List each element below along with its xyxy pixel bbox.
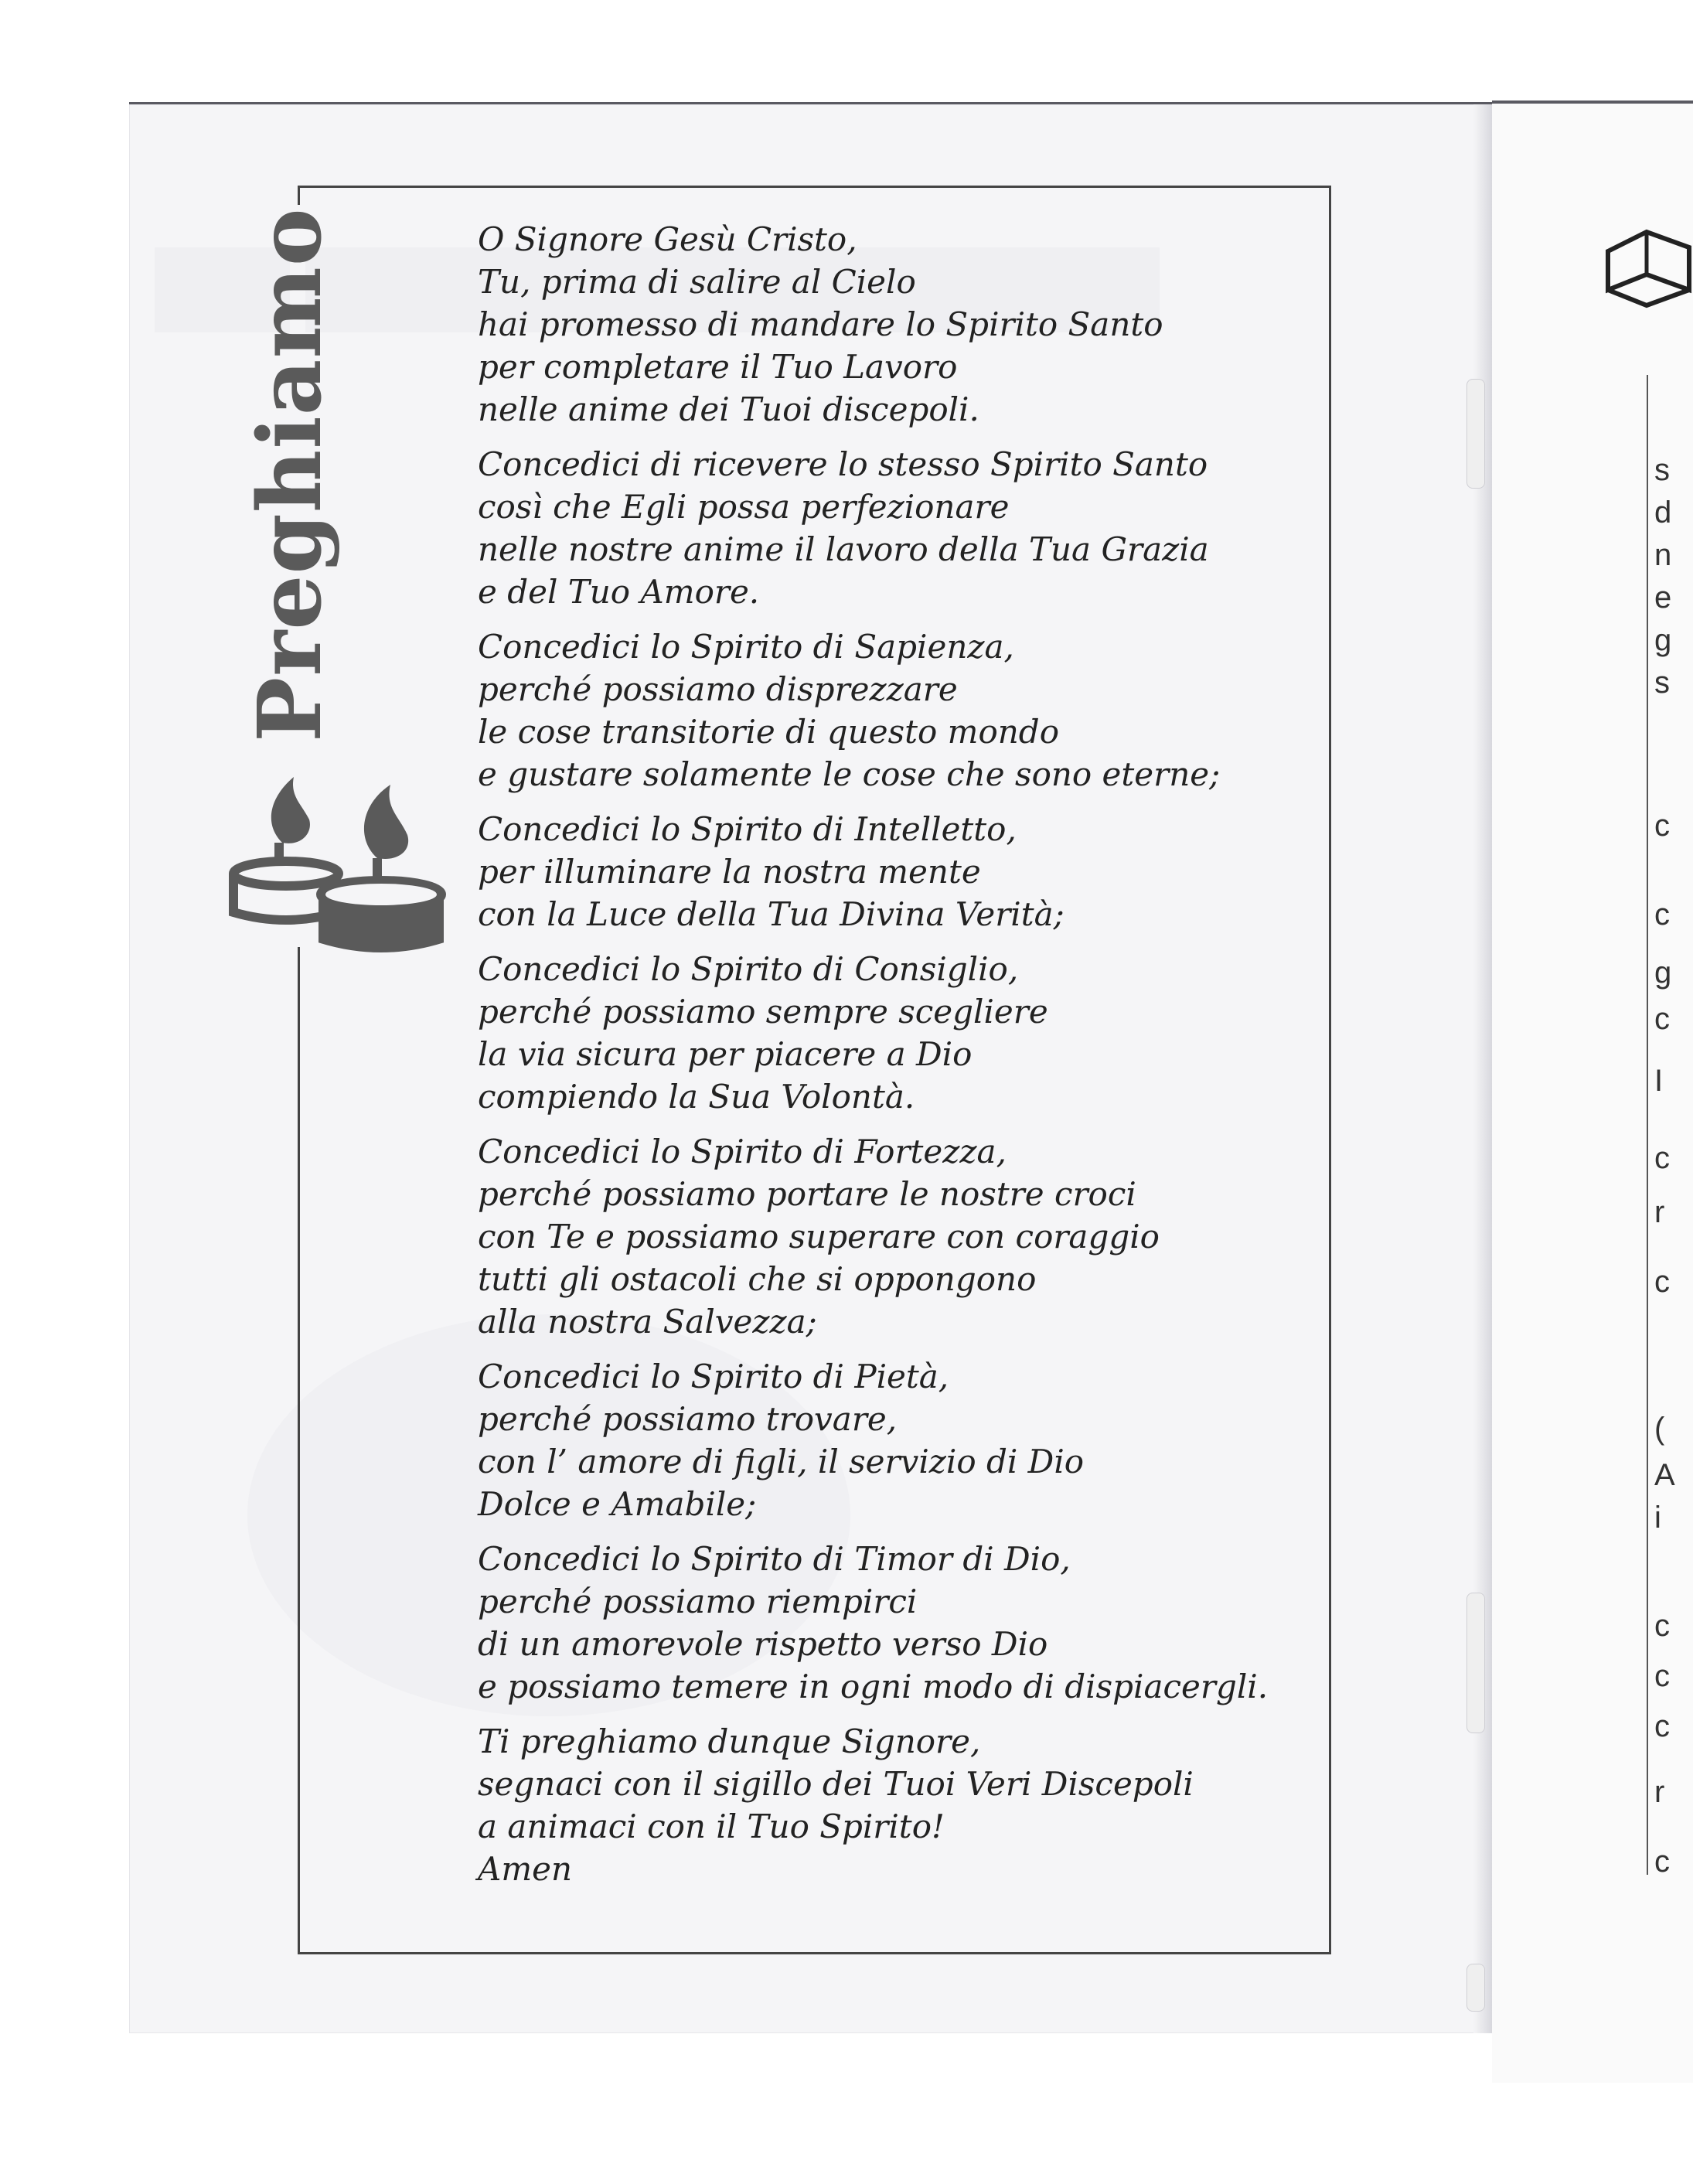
right-page-text-fragment: c: [1654, 1659, 1670, 1693]
prayer-stanza: [478, 625, 1320, 796]
prayer-line: e del Tuo Amore.: [478, 573, 760, 611]
prayer-line: perché possiamo trovare,: [478, 1400, 898, 1438]
prayer-line: Concedici lo Spirito di Sapienza,: [478, 628, 1014, 666]
prayer-line: di un amorevole rispetto verso Dio: [478, 1625, 1048, 1663]
prayer-stanza: [478, 1130, 1320, 1343]
prayer-line: e possiamo temere in ogni modo di dispiacergli.: [478, 1668, 1269, 1705]
right-page-text-fragment: d: [1654, 496, 1672, 530]
prayer-line: le cose transitorie di questo mondo: [478, 713, 1059, 751]
prayer-text: [478, 218, 1320, 1903]
right-page-text-fragment: n: [1654, 538, 1672, 572]
staple: [1466, 1593, 1485, 1733]
right-page-text-fragment: c: [1654, 1845, 1670, 1879]
right-page-text-fragment: e: [1654, 581, 1672, 615]
prayer-line: tutti gli ostacoli che si oppongono: [478, 1260, 1037, 1298]
prayer-line: Concedici lo Spirito di Consiglio,: [478, 950, 1019, 988]
right-page-rule: [1647, 375, 1648, 1875]
right-page-text-fragment: c: [1654, 1709, 1670, 1743]
prayer-line: Concedici lo Spirito di Intelletto,: [478, 810, 1017, 848]
prayer-line: nelle nostre anime il lavoro della Tua Grazia: [478, 530, 1209, 568]
right-page-text-fragment: r: [1654, 1195, 1665, 1229]
prayer-line: Ti preghiamo dunque Signore,: [478, 1722, 981, 1760]
prayer-line: nelle anime dei Tuoi discepoli.: [478, 390, 979, 428]
prayer-line: Dolce e Amabile;: [478, 1485, 757, 1523]
right-page-text-fragment: c: [1654, 809, 1670, 843]
prayer-line: Concedici lo Spirito di Fortezza,: [478, 1133, 1007, 1170]
prayer-line: per illuminare la nostra mente: [478, 853, 981, 891]
prayer-line: Concedici di ricevere lo stesso Spirito Santo: [478, 445, 1208, 483]
prayer-stanza: [478, 808, 1320, 935]
prayer-line: per completare il Tuo Lavoro: [478, 348, 958, 386]
prayer-stanza: [478, 1355, 1320, 1525]
right-page-text-fragment: s: [1654, 666, 1670, 700]
prayer-line: con l’ amore di figli, il servizio di Dio: [478, 1443, 1085, 1480]
prayer-line: perché possiamo disprezzare: [478, 670, 958, 708]
right-page-text-fragment: c: [1654, 1141, 1670, 1175]
prayer-line: hai promesso di mandare lo Spirito Santo: [478, 305, 1163, 343]
candles-icon: [228, 762, 452, 963]
right-page-text-fragment: s: [1654, 453, 1670, 487]
prayer-stanza: [478, 443, 1320, 613]
prayer-line: Amen: [478, 1850, 573, 1888]
page-title: Preghiamo: [240, 207, 341, 742]
prayer-stanza: [478, 1720, 1320, 1890]
right-page-text-fragment: c: [1654, 1002, 1670, 1036]
prayer-line: e gustare solamente le cose che sono eterne;: [478, 755, 1221, 793]
prayer-line: la via sicura per piacere a Dio: [478, 1035, 973, 1073]
right-page-text-fragment: g: [1654, 623, 1672, 657]
prayer-line: Tu, prima di salire al Cielo: [478, 263, 916, 301]
prayer-line: O Signore Gesù Cristo,: [478, 220, 857, 258]
prayer-stanza: [478, 948, 1320, 1118]
prayer-stanza: [478, 1538, 1320, 1708]
prayer-line: compiendo la Sua Volontà.: [478, 1078, 915, 1116]
right-page-text-fragment: c: [1654, 1609, 1670, 1643]
prayer-line: perché possiamo portare le nostre croci: [478, 1175, 1136, 1213]
right-page-text-fragment: I: [1654, 1064, 1664, 1098]
prayer-line: perché possiamo riempirci: [478, 1583, 918, 1620]
prayer-line: con la Luce della Tua Divina Verità;: [478, 895, 1065, 933]
prayer-stanza: [478, 218, 1320, 431]
right-page-text-fragment: (: [1654, 1412, 1665, 1446]
right-page-text-fragment: c: [1654, 898, 1670, 932]
right-page-text-fragment: i: [1654, 1501, 1661, 1535]
prayer-line: Concedici lo Spirito di Timor di Dio,: [478, 1540, 1071, 1578]
open-book-icon: [1604, 216, 1693, 309]
right-page-text-fragment: g: [1654, 956, 1672, 990]
right-page-text-fragment: A: [1654, 1458, 1675, 1492]
right-page-text-fragment: r: [1654, 1775, 1665, 1809]
staple: [1466, 379, 1485, 489]
right-page-text-fragment: c: [1654, 1265, 1670, 1299]
prayer-line: alla nostra Salvezza;: [478, 1303, 817, 1341]
prayer-line: a animaci con il Tuo Spirito!: [478, 1808, 945, 1845]
prayer-line: segnaci con il sigillo dei Tuoi Veri Discepoli: [478, 1765, 1194, 1803]
prayer-line: così che Egli possa perfezionare: [478, 488, 1010, 526]
prayer-line: Concedici lo Spirito di Pietà,: [478, 1358, 949, 1395]
prayer-line: perché possiamo sempre scegliere: [478, 993, 1048, 1031]
staple: [1466, 1964, 1485, 2012]
prayer-line: con Te e possiamo superare con coraggio: [478, 1218, 1160, 1256]
